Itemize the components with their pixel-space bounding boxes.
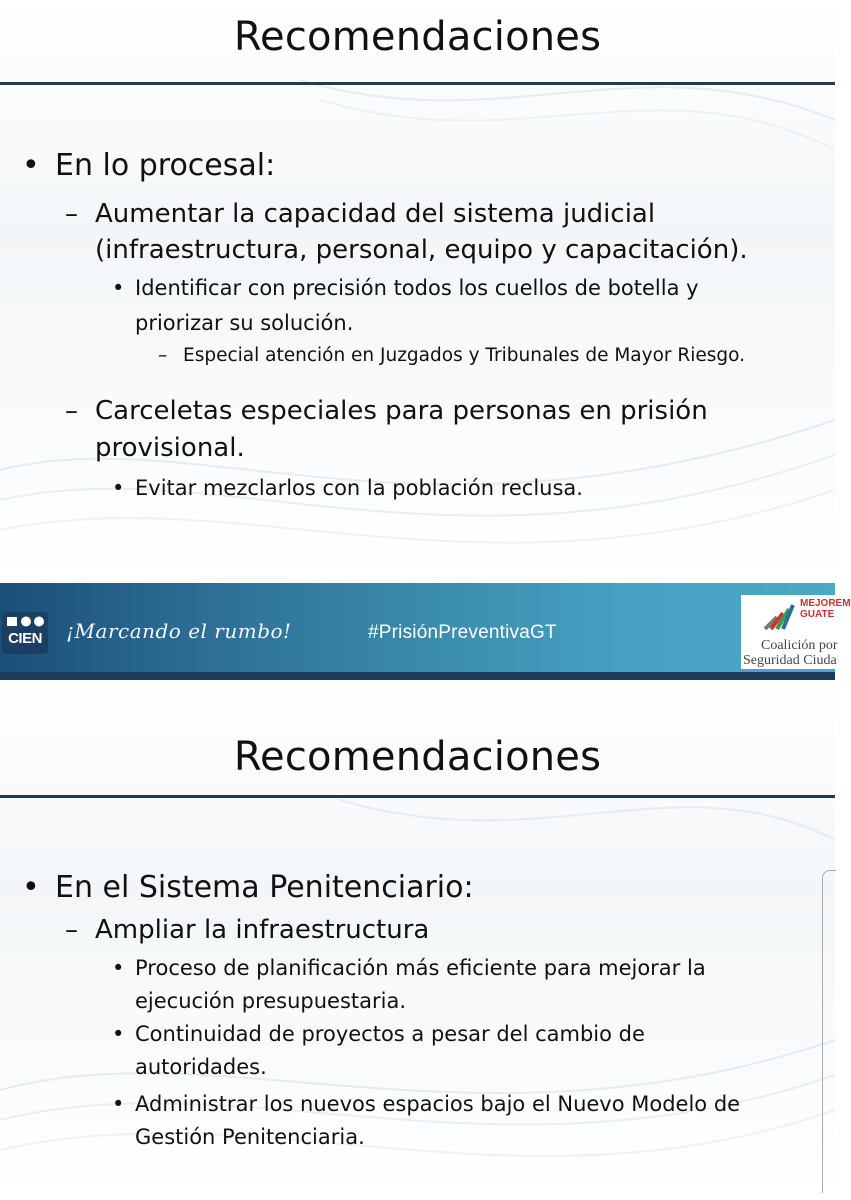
detail-text: ejecución presupuestaria. (135, 989, 407, 1013)
scrollbar[interactable] (822, 870, 836, 1193)
dash-icon: – (65, 199, 78, 229)
title-divider (0, 82, 835, 85)
cien-logo-text: CIEN (8, 630, 42, 647)
bullet-icon: • (112, 956, 125, 980)
partner-emblem-icon (759, 599, 799, 635)
sub-point-text: provisional. (95, 433, 245, 463)
sub-point-text: Ampliar la infraestructura (95, 915, 430, 945)
detail-text: autoridades. (135, 1055, 267, 1079)
partner-logo (741, 595, 851, 669)
main-point: En lo procesal: (55, 148, 276, 183)
partner-name: Seguridad Ciuda (743, 653, 837, 668)
detail-text: Identificar con precisión todos los cuellos de botella y (135, 276, 699, 300)
partner-brand: MEJOREM (800, 598, 851, 609)
dash-icon: – (158, 345, 168, 366)
bullet-icon: • (112, 1092, 125, 1116)
dash-icon: – (65, 396, 78, 426)
detail-text: Gestión Penitenciaria. (135, 1125, 365, 1149)
bullet-icon: • (22, 148, 40, 183)
detail-text: Administrar los nuevos espacios bajo el Nuevo Modelo de (135, 1092, 741, 1116)
slide-title: Recomendaciones (233, 734, 602, 780)
note-text: Especial atención en Juzgados y Tribunales de Mayor Riesgo. (183, 345, 746, 366)
slide-title: Recomendaciones (233, 14, 602, 60)
sub-point-text: (infraestructura, personal, equipo y capacitación). (95, 235, 748, 265)
title-divider (0, 795, 835, 798)
bullet-icon: • (112, 1022, 125, 1046)
detail-text: Continuidad de proyectos a pesar del cambio de (135, 1022, 645, 1046)
bullet-icon: • (112, 476, 125, 500)
footer-strip (0, 672, 835, 680)
bullet-icon: • (22, 870, 40, 905)
footer-hashtag: #PrisiónPreventivaGT (368, 622, 557, 643)
footer-slogan: ¡Marcando el rumbo! (66, 619, 292, 643)
slide-footer (0, 583, 851, 680)
partner-name: Coalición por (761, 638, 838, 653)
sub-point-text: Carceletas especiales para personas en prisión (95, 396, 708, 426)
detail-text: priorizar su solución. (135, 311, 354, 335)
detail-text: Evitar mezclarlos con la población reclusa. (135, 476, 583, 500)
slide-2 (0, 680, 835, 1200)
dash-icon: – (65, 915, 78, 945)
detail-text: Proceso de planificación más eficiente para mejorar la (135, 956, 706, 980)
main-point: En el Sistema Penitenciario: (55, 870, 474, 905)
partner-brand: GUATE (800, 609, 835, 620)
slide-1 (0, 0, 835, 583)
sub-point-text: Aumentar la capacidad del sistema judicial (95, 199, 656, 229)
bullet-icon: • (112, 276, 125, 300)
